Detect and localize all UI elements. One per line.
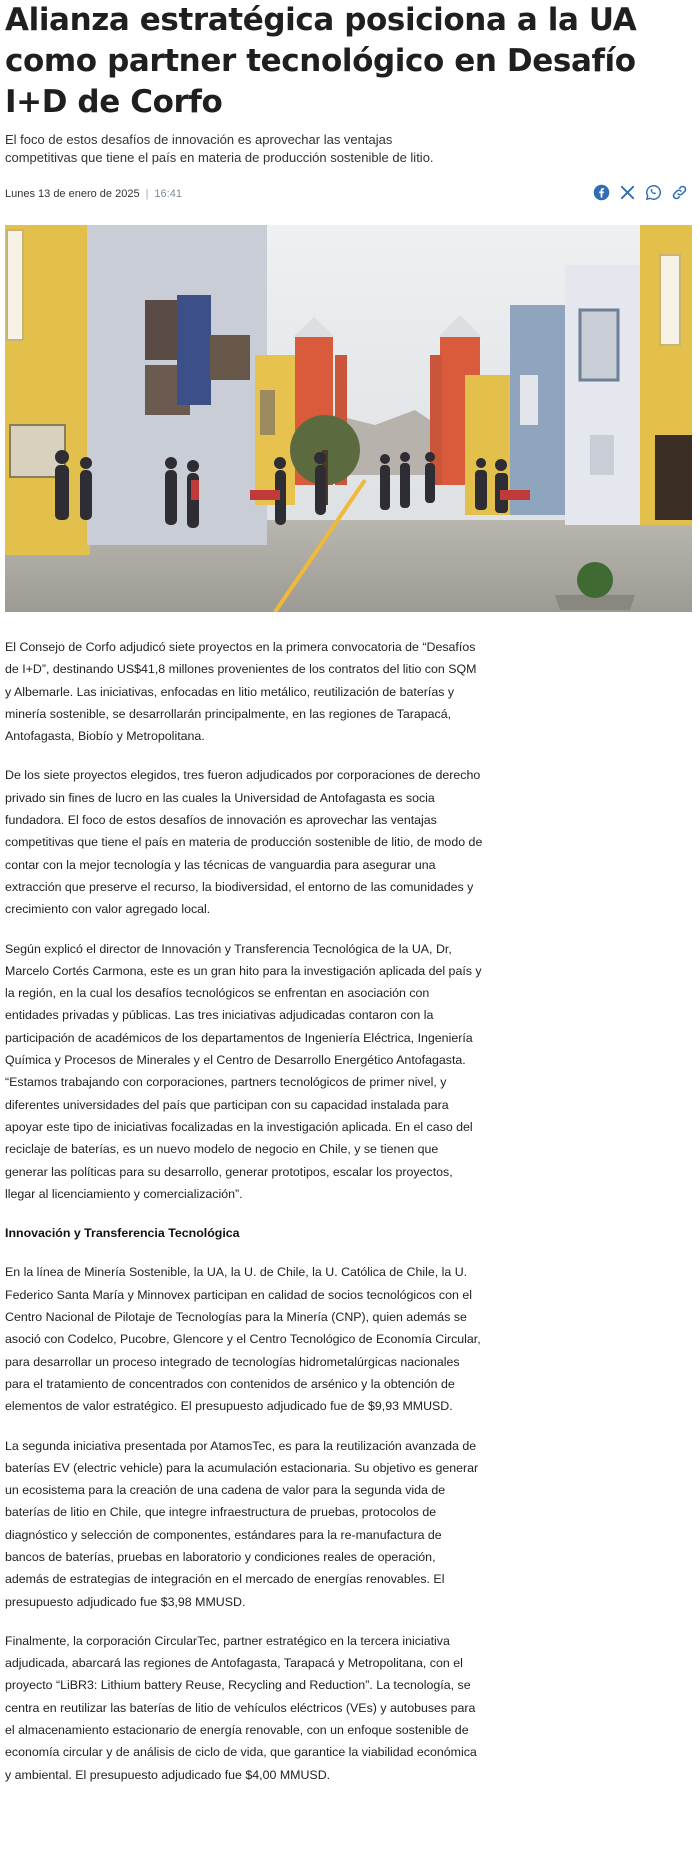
- article-paragraph: El Consejo de Corfo adjudicó siete proyectos en la primera convocatoria de “Desafíos de I+D”, destinando US$41,8 millones provenientes de los contratos del litio con SQM y Albemarle. Las iniciativas, enfocadas en litio metálico, reutilización de baterías y minería sostenible, se desarrollarán principalmente, en las regiones de Tarapacá, Antofagasta, Biobío y Metropolitana.: [5, 640, 477, 744]
- article-paragraph: La segunda iniciativa presentada por AtamosTec, es para la reutilización avanzada de baterías EV (electric vehicle) para la acumulación estacionaria. Su objetivo es generar un ecosistema para la creación de una cadena de valor para la segunda vida de baterías de litio en Chile, que integre infraestructura de pruebas, protocolos de diagnóstico y selección de componentes, estándares para la re-manufactura de bancos de baterías, pruebas en laboratorio y condiciones reales de operación, además de estrategias de integración en el mercado de energías renovables. El presupuesto adjudicado fue $3,98 MMUSD.: [5, 1438, 479, 1609]
- article-subtitle: El foco de estos desafíos de innovación es aprovechar las ventajas competitivas que tiene el país en materia de producción sostenible de litio.: [5, 132, 434, 165]
- x-share-button[interactable]: [619, 184, 636, 201]
- article-photo: [5, 225, 692, 612]
- x-icon: [619, 184, 636, 201]
- publish-date: Lunes 13 de enero de 2025: [5, 188, 140, 200]
- article-paragraph: Finalmente, la corporación CircularTec, partner estratégico en la tercera iniciativa adjudicada, abarcará las regiones de Antofagasta, Tarapacá y Metropolitana, con el proyecto “LiBR3: Lithium battery Reuse, Recycling and Reduction”. La tecnología, se centra en reutilizar las baterías de litio de vehículos eléctricos (VEs) y autobuses para el almacenamiento estacionario de energía renovable, con un enfoque sostenible de economía circular y de análisis de ciclo de vida, que garantice la viabilidad económica y ambiental. El presupuesto adjudicado fue $4,00 MMUSD.: [5, 1633, 477, 1782]
- whatsapp-icon: [645, 184, 662, 201]
- article-body: [5, 636, 483, 1803]
- article-paragraph: De los siete proyectos elegidos, tres fueron adjudicados por corporaciones de derecho privado sin fines de lucro en las cuales la Universidad de Antofagasta es socia fundadora. El foco de estos desafíos de innovación es aprovechar las ventajas competitivas que tiene el país en materia de producción sostenible de litio, de modo de contar con la mejor tecnología y las técnicas de vanguardia para asegurar una extracción que preserve el recurso, la biodiversidad, el entorno de las comunidades y crecimiento con valor agregado local.: [5, 768, 483, 917]
- copy-link-button[interactable]: [671, 184, 688, 201]
- copy-link-icon: [671, 184, 688, 201]
- facebook-icon: [593, 184, 610, 201]
- article-paragraph: Según explicó el director de Innovación y Transferencia Tecnológica de la UA, Dr, Marcelo Cortés Carmona, este es un gran hito para la investigación aplicada del país y la región, en la cual los desafíos tecnológicos se enfrentan en asociación con entidades privadas y públicas. Las tres iniciativas adjudicadas contaron con la participación de académicos de los departamentos de Ingeniería Eléctrica, Ingeniería Química y Procesos de Minerales y el Centro de Desarrollo Energético Antofagasta. “Estamos trabajando con corporaciones, partners tecnológicos de primer nivel, y diferentes universidades del país que participan con su capacidad instalada para apoyar este tipo de iniciativas focalizadas en la investigación aplicada. En el caso del reciclaje de baterías, es un nuevo modelo de negocio en Chile, y se tienen que generar las políticas para su desarrollo, generar prototipos, escalar los proyectos, llegar al licenciamiento y comercialización”.: [5, 941, 482, 1201]
- share-bar: [593, 184, 688, 201]
- article-title: Alianza estratégica posiciona a la UA como partner tecnológico en Desafío I+D de Corfo: [5, 2, 637, 120]
- section-heading: Innovación y Transferencia Tecnológica: [5, 1226, 240, 1241]
- article-meta: [5, 187, 182, 201]
- publish-time: 16:41: [154, 188, 182, 200]
- whatsapp-share-button[interactable]: [645, 184, 662, 201]
- campus-photo-illustration: [5, 225, 692, 612]
- meta-separator: |: [145, 188, 149, 200]
- facebook-share-button[interactable]: [593, 184, 610, 201]
- article-paragraph: En la línea de Minería Sostenible, la UA, la U. de Chile, la U. Católica de Chile, la U. Federico Santa María y Minnovex participan en calidad de socios tecnológicos con el Centro Nacional de Pilotaje de Tecnologías para la Minería (CNP), quien además se asoció con Codelco, Pucobre, Glencore y el Centro Tecnológico de Economía Circular, para desarrollar un proceso integrado de tecnologías hidrometalúrgicas nacionales para el tratamiento de concentrados con contenidos de arsénico y la obtención de elementos de valor estratégico. El presupuesto adjudicado fue de $9,93 MMUSD.: [5, 1265, 481, 1414]
